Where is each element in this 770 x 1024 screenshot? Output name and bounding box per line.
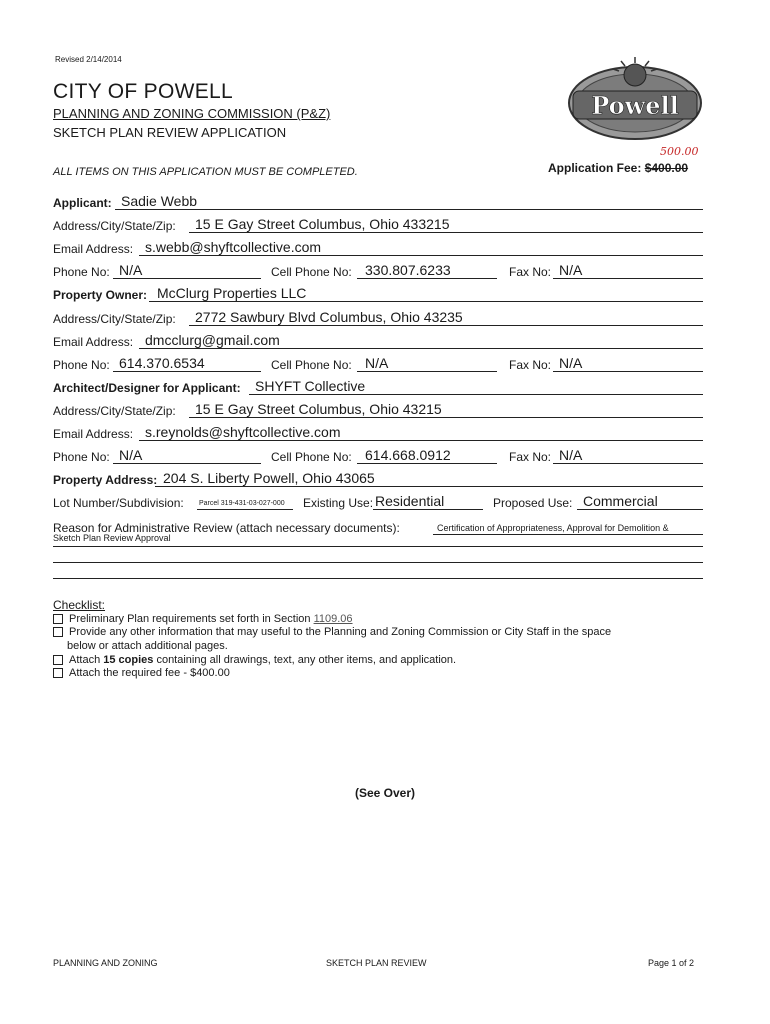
applicant-email-row xyxy=(53,236,703,258)
checklist-item-4 xyxy=(53,667,230,679)
property-address-field[interactable]: 204 S. Liberty Powell, Ohio 43065 xyxy=(163,470,375,486)
checklist-item-2 xyxy=(53,626,611,638)
owner-field[interactable]: McClurg Properties LLC xyxy=(157,285,307,301)
form-name: SKETCH PLAN REVIEW APPLICATION xyxy=(53,125,287,140)
applicant-email-field[interactable]: s.webb@shyftcollective.com xyxy=(145,239,322,255)
checkbox[interactable] xyxy=(53,655,63,665)
address-label: Address/City/State/Zip: xyxy=(53,404,176,418)
phone-label: Phone No: xyxy=(53,450,110,464)
address-label: Address/City/State/Zip: xyxy=(53,219,176,233)
applicant-address-row xyxy=(53,213,703,235)
city-seal-logo xyxy=(565,55,705,145)
applicant-cell-field[interactable]: 330.807.6233 xyxy=(365,262,451,278)
page-number: Page 1 of 2 xyxy=(648,958,695,968)
architect-email-row xyxy=(53,421,703,443)
existing-use-field[interactable]: Residential xyxy=(375,493,445,509)
lot-row xyxy=(53,490,703,512)
footer-left: PLANNING AND ZONING xyxy=(53,958,158,968)
owner-phone-field[interactable]: 614.370.6534 xyxy=(119,355,205,371)
logo-lettering: Powell xyxy=(591,91,679,120)
lot-field[interactable]: Parcel 319-431-03-027-000 xyxy=(199,500,285,507)
architect-row xyxy=(53,375,703,397)
owner-address-row xyxy=(53,306,703,328)
reason-label: Reason for Administrative Review (attach necessary documents): xyxy=(53,521,400,535)
page-title: CITY OF POWELL xyxy=(53,80,234,103)
reason-field-line2[interactable]: Sketch Plan Review Approval xyxy=(53,533,171,543)
checklist-item-1 xyxy=(53,613,353,625)
item-text: Provide any other information that may useful to the Planning and Zoning Commission or City Staff in the space xyxy=(69,626,612,638)
fax-label: Fax No: xyxy=(509,450,552,464)
see-over-note: (See Over) xyxy=(354,786,416,800)
applicant-field[interactable]: Sadie Webb xyxy=(121,193,198,209)
owner-cell-field[interactable]: N/A xyxy=(365,355,389,371)
property-row xyxy=(53,467,703,489)
reason-field-line1[interactable]: Certification of Appropriateness, Approval for Demolition & xyxy=(437,523,669,533)
lot-label: Lot Number/Subdivision: xyxy=(53,496,184,510)
architect-address-row xyxy=(53,398,703,420)
owner-email-row xyxy=(53,329,703,351)
applicant-fax-field[interactable]: N/A xyxy=(559,262,583,278)
commission-name: PLANNING AND ZONING COMMISSION (P&Z) xyxy=(53,106,331,121)
fee-struck-value: $400.00 xyxy=(644,161,689,175)
existing-use-label: Existing Use: xyxy=(303,496,374,510)
phone-label: Phone No: xyxy=(53,358,110,372)
property-label: Property Address: xyxy=(53,473,158,487)
checklist-title: Checklist: xyxy=(53,598,106,612)
owner-phone-row xyxy=(53,352,703,374)
fax-label: Fax No: xyxy=(509,265,552,279)
applicant-row xyxy=(53,190,703,212)
proposed-use-field[interactable]: Commercial xyxy=(583,493,658,509)
item-text: Attach the required fee - $400.00 xyxy=(69,667,230,679)
item-text: containing all drawings, text, any other items, and application. xyxy=(153,654,457,666)
item-emphasis: 15 copies xyxy=(103,654,154,666)
fee-handwritten: 500.00 xyxy=(660,145,699,158)
checkbox[interactable] xyxy=(53,627,63,637)
phone-label: Phone No: xyxy=(53,265,110,279)
architect-email-field[interactable]: s.reynolds@shyftcollective.com xyxy=(145,424,341,440)
item-text: Attach xyxy=(69,654,104,666)
address-label: Address/City/State/Zip: xyxy=(53,312,176,326)
checklist-item-3 xyxy=(53,654,456,666)
item-text: Preliminary Plan requirements set forth in Section xyxy=(69,613,314,625)
applicant-phone-field[interactable]: N/A xyxy=(119,262,143,278)
proposed-use-label: Proposed Use: xyxy=(493,496,573,510)
email-label: Email Address: xyxy=(53,335,134,349)
applicant-phone-row xyxy=(53,259,703,281)
footer-center: SKETCH PLAN REVIEW xyxy=(326,958,427,968)
section-link[interactable]: 1109.06 xyxy=(313,613,353,625)
cell-label: Cell Phone No: xyxy=(271,265,352,279)
architect-cell-field[interactable]: 614.668.0912 xyxy=(365,447,451,463)
applicant-address-field[interactable]: 15 E Gay Street Columbus, Ohio 433215 xyxy=(195,216,450,232)
checkbox[interactable] xyxy=(53,668,63,678)
cell-label: Cell Phone No: xyxy=(271,358,352,372)
architect-phone-row xyxy=(53,444,703,466)
architect-phone-field[interactable]: N/A xyxy=(119,447,143,463)
architect-fax-field[interactable]: N/A xyxy=(559,447,583,463)
owner-row xyxy=(53,282,703,304)
owner-label: Property Owner: xyxy=(53,288,148,302)
application-fee xyxy=(548,161,688,175)
checklist-item-2-cont: below or attach additional pages. xyxy=(67,640,228,652)
applicant-label: Applicant: xyxy=(53,196,112,210)
owner-address-field[interactable]: 2772 Sawbury Blvd Columbus, Ohio 43235 xyxy=(195,309,463,325)
email-label: Email Address: xyxy=(53,242,134,256)
owner-email-field[interactable]: dmcclurg@gmail.com xyxy=(145,332,280,348)
architect-field[interactable]: SHYFT Collective xyxy=(255,378,366,394)
fee-label: Application Fee: xyxy=(548,161,645,175)
revised-date: Revised 2/14/2014 xyxy=(55,55,122,64)
architect-address-field[interactable]: 15 E Gay Street Columbus, Ohio 43215 xyxy=(195,401,442,417)
instructions: ALL ITEMS ON THIS APPLICATION MUST BE COMPLETED. xyxy=(53,166,358,178)
cell-label: Cell Phone No: xyxy=(271,450,352,464)
architect-label: Architect/Designer for Applicant: xyxy=(53,381,241,395)
fax-label: Fax No: xyxy=(509,358,552,372)
checkbox[interactable] xyxy=(53,614,63,624)
owner-fax-field[interactable]: N/A xyxy=(559,355,583,371)
email-label: Email Address: xyxy=(53,427,134,441)
